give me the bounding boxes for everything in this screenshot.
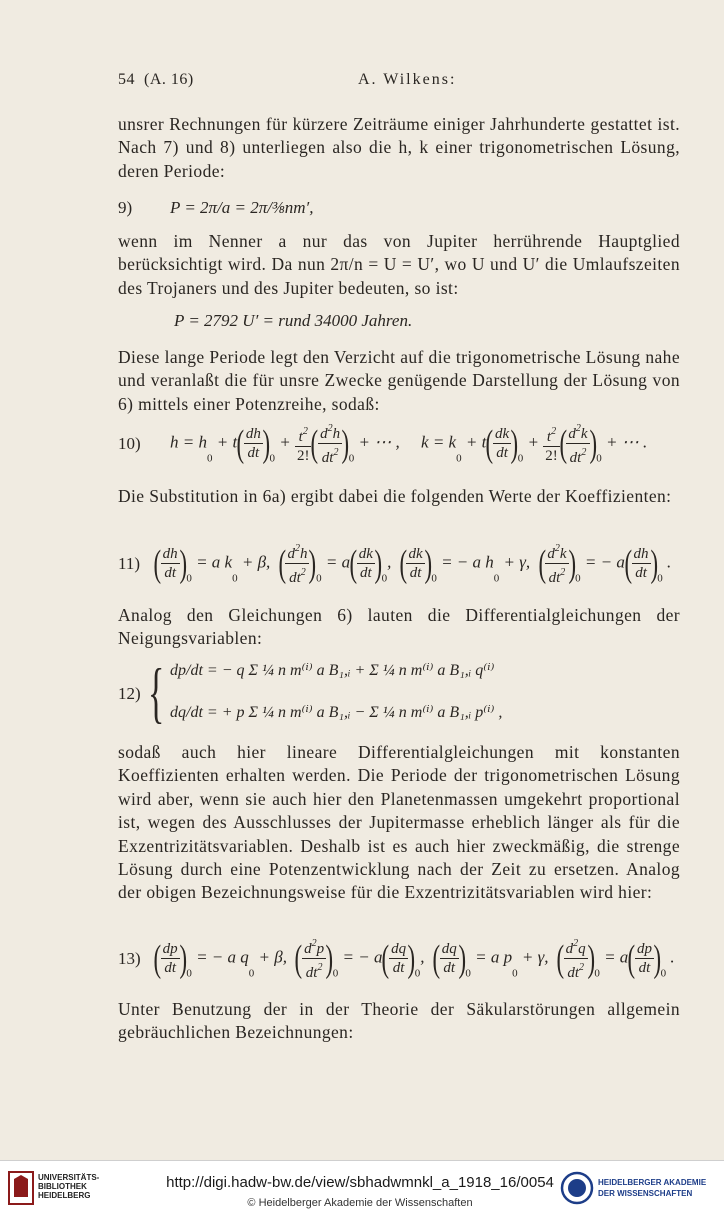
university-library-logo[interactable] xyxy=(8,1171,100,1210)
paragraph-5: Analog den Gleichungen 6) lauten die Differentialgleichungen der Neigungsvariablen: xyxy=(118,605,680,649)
book-page: 54 (A. 16) A. Wilkens: unsrer Rechnungen für kürzere Zeiträume einiger Jahrhunderte gestattet ist. Nach 7) und 8) unterliegen also die h, k einer trigonometrischen Lösung, deren Periode: 9) P = 2π/a = 2π/⅜nm′, wenn im Nenner a nur das von Jupiter herrührende Hauptglied berücksichtigt wird. Da nun 2π/n = U = U′, wo U und U′ die Umlaufszeiten des Trojaners und des Jupiter bedeuten, so ist: P = 2792 U′ = rund 34000 Jahren. Diese lange Periode legt den Verzicht auf die trigonometrische Lösung nahe und veranlaßt die für unsre Zwecke genügende Darstellung der Lösung von 6) mittels einer Potenzreihe, sodaß: 10) $h = h_0 + t$( $\frac{dh}{dt}$ )$_0$ + $\frac{t^2}{2!}$ ( $\frac{d^2h}{dt^2}$ )$_0$ + ⋯ , $k = k_0 + t$( $\frac{dk}{dt}$ )$_0$ + $\frac{t^2}{2!}$ ( $\frac{d^2k}{dt^2}$ )$_0$ + ⋯ . Die Substitution in 6a) ergibt dabei die folgenden Werte der Koeffizienten: 11) ( $\frac{dh}{dt}$ )$_0 = a$ $k_0 + \beta$, ( $\frac{d^2h}{dt^2}$ )$_0 = a$( $\frac{dk}{dt}$ )$_0$, ( $\frac{dk}{dt}$ )$_0$ = − a $h_0 + \gamma$, ( $\frac{d^2k}{dt^2}$ )$_0$ = − a( $\frac{dh}{dt}$ )$_0$ . Analog den Gleichungen 6) lauten die Differentialgleichungen der Neigungsvariablen: 12) { dp/dt = − q Σ ¼ n m⁽ⁱ⁾ a B₁,ᵢ + Σ ¼ n m⁽ⁱ⁾ a B₁,ᵢ q⁽ⁱ⁾ dq/dt = + p Σ ¼ n m⁽ⁱ⁾ a B₁,ᵢ − Σ ¼ n m⁽ⁱ⁾ a B₁,ᵢ p⁽ⁱ⁾ , sodaß auch hier lineare Differentialgleichungen mit konstanten Koeffizienten erhalten werden. Die Periode der trigonometrischen Lösung wird aber, wenn sie auch hier den Planetenmassen umgekehrt proportional ist, wegen des Ausschlusses der Jupitermasse erheblich länger als für die Exzentrizitätsvariablen. Deshalb ist es auch hier zweckmäßig, die strenge Lösung durch eine Potenzentwicklung nach der Zeit zu ersetzen. Analog der obigen Bezeichnungsweise für die Exzentrizitätsvariablen wird hier: 13) ( $\frac{dp}{dt}$ )$_0$ = − a $q_0 + \beta$, ( $\frac{d^2p}{dt^2}$ )$_0$ = − a( $\frac{dq}{dt}$ )$_0$, ( $\frac{dq}{dt}$ )$_0 = a$ $p_0 + \gamma$, ( $\frac{d^2q}{dt^2}$ )$_0 = a$( $\frac{dp}{dt}$ )$_0$ . Unter Benutzung der in der Theorie der Säkularstörungen allgemein gebräuchlichen Bezeichnungen: xyxy=(0,0,724,1160)
paragraph-7: Unter Benutzung der in der Theorie der Säkularstörungen allgemein gebräuchlichen Bezeichnungen: xyxy=(118,999,680,1043)
library-logo-text: UNIVERSITÄTS- BIBLIOTHEK HEIDELBERG xyxy=(38,1173,100,1200)
paragraph-2: wenn im Nenner a nur das von Jupiter herrührende Hauptglied berücksichtigt wird. Da nun 2π/n = U = U′, wo U und U′ die Umlaufszeiten des Trojaners und des Jupiter bedeuten, so ist: xyxy=(118,231,680,298)
copyright-notice: © Heidelberger Akademie der Wissenschaften xyxy=(247,1197,473,1209)
library-emblem-icon xyxy=(8,1171,34,1205)
academy-seal-icon xyxy=(560,1171,594,1205)
paragraph-6: sodaß auch hier lineare Differentialgleichungen mit konstanten Koeffizienten erhalten werden. Die Periode der trigonometrischen Lösung wird aber, wenn sie auch hier den Planetenmassen umgekehrt proportional ist, wegen des Ausschlusses der Jupitermasse erheblich länger als für die Exzentrizitätsvariablen. Deshalb ist es auch hier zweckmäßig, die strenge Lösung durch eine Potenzentwicklung nach der Zeit zu ersetzen. Analog der obigen Bezeichnungsweise für die Exzentrizitätsvariablen wird hier: xyxy=(118,742,680,903)
academy-logo-text: HEIDELBERGER AKADEMIE DER WISSENSCHAFTEN xyxy=(598,1178,707,1198)
paragraph-1: unsrer Rechnungen für kürzere Zeiträume einiger Jahrhunderte gestattet ist. Nach 7) und 8) unterliegen also die h, k einer trigonometrischen Lösung, deren Periode: xyxy=(118,114,680,181)
permalink-url[interactable]: http://digi.hadw-bw.de/view/sbhadwmnkl_a_1918_16/0054 xyxy=(166,1174,554,1191)
paragraph-3: Diese lange Periode legt den Verzicht auf die trigonometrische Lösung nahe und veranlaßt die für unsre Zwecke genügende Darstellung der Lösung von 6) mittels einer Potenzreihe, sodaß: xyxy=(118,347,680,414)
paragraph-4: Die Substitution in 6a) ergibt dabei die folgenden Werte der Koeffizienten: xyxy=(118,486,672,506)
academy-logo[interactable] xyxy=(560,1171,707,1210)
equation-10: 10) $h = h_0 + t$( $\frac{dh}{dt}$ )$_0$ + $\frac{t^2}{2!}$ ( $\frac{d^2h}{dt^2}$ )$_0$ + ⋯ , $k = k_0 + t$( $\frac{dk}{dt}$ )$_0$ + $\frac{t^2}{2!}$ ( $\frac{d^2k}{dt^2}$ )$_0$ + ⋯ . xyxy=(118,420,688,480)
page-number: 54 (A. 16) xyxy=(118,71,194,88)
equation-11: 11) ( $\frac{dh}{dt}$ )$_0 = a$ $k_0 + \beta$, ( $\frac{d^2h}{dt^2}$ )$_0 = a$( $\frac{dk}{dt}$ )$_0$, ( $\frac{dk}{dt}$ )$_0$ = − a $h_0 + \gamma$, ( $\frac{d^2k}{dt^2}$ )$_0$ = − a( $\frac{dh}{dt}$ )$_0$ . xyxy=(118,540,688,600)
left-brace: { xyxy=(148,654,165,730)
equation-12: 12) { dp/dt = − q Σ ¼ n m⁽ⁱ⁾ a B₁,ᵢ + Σ ¼ n m⁽ⁱ⁾ a B₁,ᵢ q⁽ⁱ⁾ dq/dt = + p Σ ¼ n m⁽ⁱ⁾ a B₁,ᵢ − Σ ¼ n m⁽ⁱ⁾ a B₁,ᵢ p⁽ⁱ⁾ , xyxy=(118,654,503,730)
viewer-footer xyxy=(0,1160,724,1216)
equation-13: 13) ( $\frac{dp}{dt}$ )$_0$ = − a $q_0 + \beta$, ( $\frac{d^2p}{dt^2}$ )$_0$ = − a( $\frac{dq}{dt}$ )$_0$, ( $\frac{dq}{dt}$ )$_0 = a$ $p_0 + \gamma$, ( $\frac{d^2q}{dt^2}$ )$_0 = a$( $\frac{dp}{dt}$ )$_0$ . xyxy=(118,935,688,995)
running-author: A. Wilkens: xyxy=(358,71,457,88)
